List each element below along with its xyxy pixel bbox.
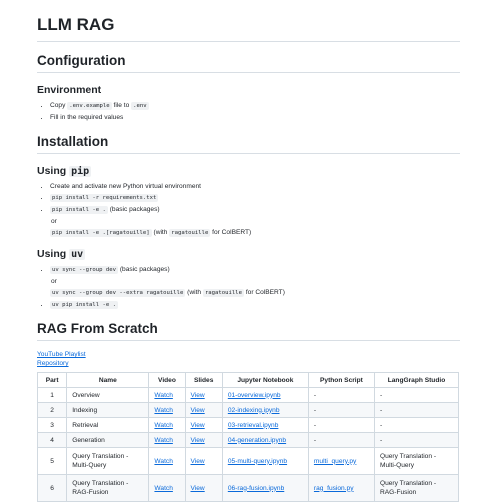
column-header-slides: Slides <box>185 373 222 388</box>
list-item <box>50 192 460 204</box>
inline-code: .env.example <box>69 103 110 109</box>
inline-code: ragatouille <box>171 230 209 236</box>
watch-link[interactable]: Watch <box>154 391 173 399</box>
environment-heading: Environment <box>37 84 102 96</box>
or-text: or <box>51 278 57 285</box>
column-header-video: Video <box>149 373 185 388</box>
inline-code: ragatouille <box>204 290 242 296</box>
name-cell: Generation <box>67 433 149 448</box>
part-cell: 6 <box>38 475 67 502</box>
name-cell: Retrieval <box>67 418 149 433</box>
using-uv-heading: Using uv <box>37 248 84 260</box>
list-item: • Create and activate new Python virtual environment <box>50 181 460 192</box>
script-link[interactable]: multi_query.py <box>313 457 357 465</box>
list-item: • pip install -e . (basic packages) or pip install -e .[ragatouille] (with ragatouille for ColBERT) <box>50 204 460 239</box>
part-cell: 3 <box>38 418 67 433</box>
inline-code: uv <box>71 249 84 260</box>
list-item: • uv sync --group dev (basic packages) or uv sync --group dev --extra ragatouille (with ragatouille for ColBERT) <box>50 264 460 299</box>
script-cell: - <box>308 418 374 433</box>
notebook-link[interactable]: 06-rag-fusion.ipynb <box>227 484 285 492</box>
uv-steps-list <box>37 264 460 311</box>
list-item: • Fill in the required values <box>50 112 460 123</box>
configuration-heading: Configuration <box>37 53 460 73</box>
name-cell: Overview <box>67 388 149 403</box>
using-pip-heading: Using pip <box>37 165 90 177</box>
studio-cell: Query Translation - Multi-Query <box>374 448 458 475</box>
part-cell: 2 <box>38 403 67 418</box>
inline-code: .env <box>133 103 147 109</box>
watch-link[interactable]: Watch <box>154 421 173 429</box>
part-cell: 1 <box>38 388 67 403</box>
name-cell: Query Translation - RAG-Fusion <box>67 475 149 502</box>
column-header-studio: LangGraph Studio <box>374 373 458 388</box>
studio-cell: - <box>374 433 458 448</box>
watch-link[interactable]: Watch <box>154 406 173 414</box>
studio-cell: Query Translation - RAG-Fusion <box>374 475 458 502</box>
view-slides-link[interactable]: View <box>190 436 205 444</box>
column-header-name: Name <box>67 373 149 388</box>
studio-cell: - <box>374 403 458 418</box>
or-text: or <box>51 218 57 225</box>
table-row <box>38 388 459 403</box>
name-cell: Query Translation - Multi-Query <box>67 448 149 475</box>
name-cell: Indexing <box>67 403 149 418</box>
view-slides-link[interactable]: View <box>190 457 205 465</box>
inline-code: uv pip install -e . <box>52 302 116 308</box>
table-row <box>38 403 459 418</box>
notebook-link[interactable]: 03-retrieval.ipynb <box>227 421 279 429</box>
table-row <box>38 448 459 475</box>
script-cell: - <box>308 388 374 403</box>
page-title: LLM RAG <box>37 0 460 42</box>
script-cell: - <box>308 403 374 418</box>
column-header-notebook: Jupyter Notebook <box>222 373 308 388</box>
script-link[interactable]: rag_fusion.py <box>313 484 354 492</box>
rag-from-scratch-heading: RAG From Scratch <box>37 321 460 341</box>
inline-code: pip install -e .[ragatouille] <box>52 230 150 236</box>
repository-link[interactable]: Repository <box>37 360 69 367</box>
notebook-link[interactable]: 05-multi-query.ipynb <box>227 457 288 465</box>
inline-code: pip <box>71 166 90 177</box>
watch-link[interactable]: Watch <box>154 457 173 465</box>
part-cell: 4 <box>38 433 67 448</box>
inline-code: pip install -e . <box>52 207 106 213</box>
pip-steps-list <box>37 181 460 239</box>
studio-cell: - <box>374 418 458 433</box>
notebook-link[interactable]: 01-overview.ipynb <box>227 391 281 399</box>
view-slides-link[interactable]: View <box>190 484 205 492</box>
watch-link[interactable]: Watch <box>154 436 173 444</box>
environment-list <box>37 100 460 123</box>
inline-code: pip install -r requirements.txt <box>52 195 157 201</box>
view-slides-link[interactable]: View <box>190 406 205 414</box>
part-cell: 5 <box>38 448 67 475</box>
table-row <box>38 433 459 448</box>
table-header-row <box>38 373 459 388</box>
watch-link[interactable]: Watch <box>154 484 173 492</box>
studio-cell: - <box>374 388 458 403</box>
notebook-link[interactable]: 02-indexing.ipynb <box>227 406 280 414</box>
table-row <box>38 418 459 433</box>
rag-parts-table <box>37 372 459 502</box>
notebook-link[interactable]: 04-generation.ipynb <box>227 436 287 444</box>
inline-code: uv sync --group dev --extra ragatouille <box>52 290 184 296</box>
installation-heading: Installation <box>37 134 460 154</box>
resource-links <box>37 350 460 368</box>
script-cell: - <box>308 433 374 448</box>
view-slides-link[interactable]: View <box>190 391 205 399</box>
youtube-playlist-link[interactable]: YouTube Playlist <box>37 351 86 358</box>
column-header-script: Python Script <box>308 373 374 388</box>
inline-code: uv sync --group dev <box>52 267 116 273</box>
list-item: • Copy .env.example file to .env <box>50 100 460 112</box>
column-header-part: Part <box>38 373 67 388</box>
list-item <box>50 299 460 311</box>
view-slides-link[interactable]: View <box>190 421 205 429</box>
